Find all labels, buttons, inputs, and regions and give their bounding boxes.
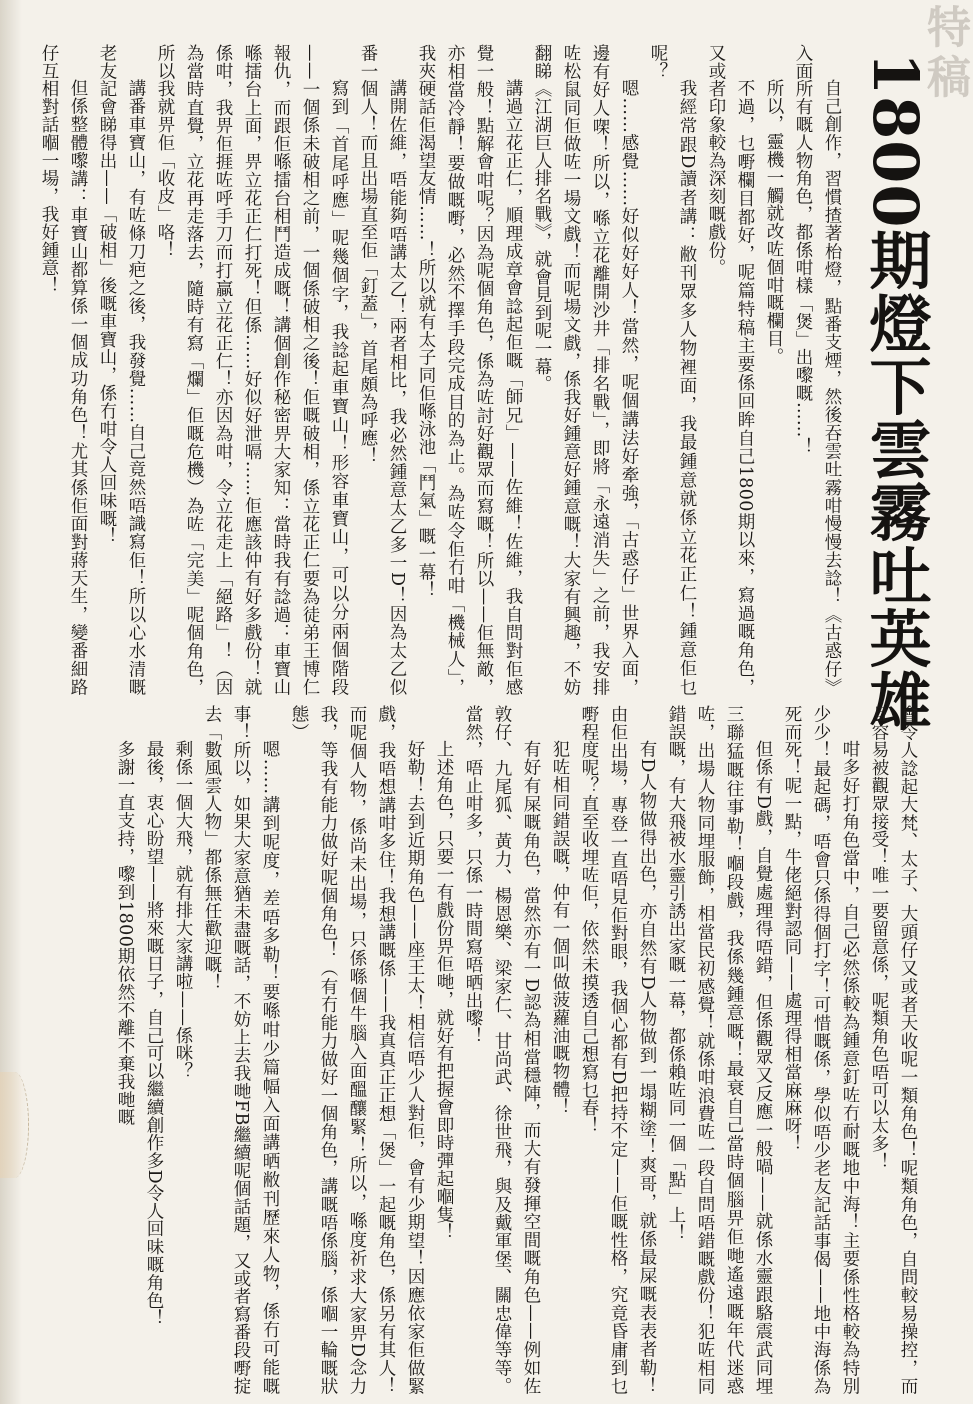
- paragraph: 嗯……感覺……好似好好人！當然，呢個講法好牽強，「古惑仔」世界入面，邊有好人㗎！所以，喺立花離開沙井「排名戰」，即將「永遠消失」之前，我安排咗松鼠同佢做咗一場文戲！而呢場文戲，係我好鍾意好鍾意嘅！大家有興趣，不妨翻睇《江湖巨人排名戰》，就會見到呢一幕。: [532, 44, 639, 696]
- article-upper-block: [16, 44, 846, 696]
- paragraph: 但係有D戲，自覺處理得唔錯，但係觀眾又反應一般喎——就係水靈跟駱震武同埋三聯猛嘅往事勒！嗰段戲，我係幾鍾意嘅！最衰自己當時個腦畀佢哋遙遠嘅年代迷惑咗，出場人物同埋服飾，相當民初感覺！就係咁浪費咗一段自問唔錯嘅戲份！犯咗相同錯誤嘅，有大飛被水靈引誘出家嘅一幕，都係賴咗同一個「點」上！: [666, 705, 773, 1395]
- paragraph: 寫到「首尾呼應」呢幾個字，我諗起車寶山！形容車寶山，可以分兩個階段——一個係未破相之前，一個係破相之後！佢嘅破相，係立花正仁要為徒弟王博仁報仇，而跟佢喺擂台相鬥造成嘅！講個創作秘密畀大家知：當時我有諗過：車寶山喺擂台上面，畀立花正仁打死！但係……好似好泄嗝……佢應該仲有好多戲份！就係咁，我畀佢捱咗呼手刀而打贏立花正仁！亦因為咁，令立花走上「絕路」！（因為當時直覺，立花再走落去，隨時有寫「爛」佢嘅危機）為咗「完美」呢個角色，所以我就畀佢「收皮」咯！: [155, 44, 349, 696]
- paragraph: 剩係一個大飛，就有排大家講啦——係咪？: [173, 740, 193, 1081]
- paragraph: 會令人諗起大梵、太子、大頭仔又或者天收呢一類角色！呢類角色，自問較易操控，而且容易被觀眾接受！唯一要留意係，呢類角色唔可以太多！: [869, 705, 918, 1395]
- paragraph: 多謝一直支持，嚟到1800期依然不離不棄我哋嘅: [115, 740, 135, 1127]
- paragraph: 不過，乜嘢欄目都好，呢篇特稿主要係回眸自己1800期以來，寫過嘅角色，又或者印象較為深刻嘅戲份。: [706, 44, 755, 696]
- paragraph: 有D人物做得出色，亦自然有D人物做到一塌糊塗！爽哥，就係最屎嘅表表者勒！由佢出場，專登一直唔見佢對眼，我個心都有D把持不定——佢嘅性格，究竟昏庸到乜嘢程度呢？直至收埋咗佢，依然未摸透自己想寫乜春！: [579, 705, 657, 1395]
- section-tag: 特稿: [919, 4, 970, 104]
- article-lower-block: [16, 705, 922, 1395]
- paragraph: 有好有屎嘅角色，當然亦有一D認為相當穩陣，而大有發揮空間嘅角色——例如佐敦仔、九尾狐、黃力、楊恩樂、梁家仁、甘尚武、徐世飛，與及戴軍堡、關忠偉等等。當然，唔止咁多，只係一時間寫唔晒出嚟！: [463, 705, 541, 1395]
- paragraph: 自己創作，習慣揸著枱燈，點番支煙，然後吞雲吐霧咁慢慢去諗！《古惑仔》入面所有嘅人物角色，都係咁樣「煲」出嚟嘅……！: [793, 44, 842, 696]
- paragraph: 講過立花正仁，順理成章會諗起佢嘅「師兄」——佐維！佐維，我自問對佢感覺一般！點解會咁呢？因為呢個角色，係為咗討好觀眾而寫嘅！所以——佢無敵，亦相當冷靜！要做嘅嘢，必然不擇手段完成目的為止。為咗令佢冇咁「機械人」，我夾硬話佢渴望友情……！所以就有太子同佢喺泳池「鬥氣」嘅一幕！: [416, 44, 523, 696]
- paragraph: 講番車寶山，有咗條刀疤之後，我發覺……自己竟然唔識寫佢！所以心水清嘅老友記會睇得出——「破相」後嘅車寶山，係冇咁令人回味嘅！: [97, 44, 146, 696]
- paragraph: 犯咗相同錯誤嘅，仲有一個叫做菠蘿油嘅物體！: [550, 740, 570, 1116]
- headline: 1800期燈下雲霧吐英雄: [859, 52, 932, 733]
- paragraph: 咁多好打角色當中，自己必然係較為鍾意釘咗冇耐嘅地中海！主要係性格較為特別少少！最起碼，唔會只係得個打字！可惜嘅係，學似唔少老友記話事偈——地中海係為死而死！呢一點，牛佬絕對認同——處理得相當麻麻呀！: [782, 705, 860, 1395]
- paragraph: 我經常跟D讀者講：敝刊眾多人物裡面，我最鍾意就係立花正仁！鍾意佢乜呢？: [648, 44, 697, 696]
- paragraph: 但係整體嚟講：車寶山都算係一個成功角色！尤其係佢面對蔣天生，變番細路仔互相對話嗰一場，我好鍾意！: [39, 44, 88, 696]
- paragraph: 好勒！去到近期角色——座王太！相信唔少人對佢，會有少期望！因應依家佢做緊戲，我唔想講咁多住！我想講嘅係——我真真正正想「煲」一起嘅角色，係另有其人！而呢個人物，係尚未出場，只係喺個牛腦入面醞釀緊！所以，喺度祈求大家畀D念力我，等我有能力做好呢個角色！（有冇能力做好一個角色，講嘅唔係腦，係嗰一輪嘅狀態）: [289, 705, 425, 1395]
- paragraph: 嗯……講到呢度，差唔多勒！要喺咁少篇幅入面講晒敝刊歷來人物，係冇可能嘅事！所以，如果大家意猶未盡嘅話，不妨上去我哋FB繼續呢個話題，又或者寫番段嘢掟去「數風雲人物」都係無任歡迎嘅！: [202, 705, 280, 1395]
- paragraph: 所以，靈機一觸就改咗個咁嘅欄目。: [764, 79, 784, 366]
- paragraph: 最後，衷心盼望——將來嘅日子，自己可以繼續創作多D令人回味嘅角色！: [144, 740, 164, 1328]
- paragraph: 上述角色，只要一有戲份畀佢哋，就好有把握會即時彈起嗰隻！: [434, 740, 454, 1242]
- paragraph: 講開佐維，唔能夠唔講太乙！兩者相比，我必然鍾意太乙多一D！因為太乙似番一個人！而且出場直至佢「釘蓋」，首尾頗為呼應！: [358, 44, 407, 696]
